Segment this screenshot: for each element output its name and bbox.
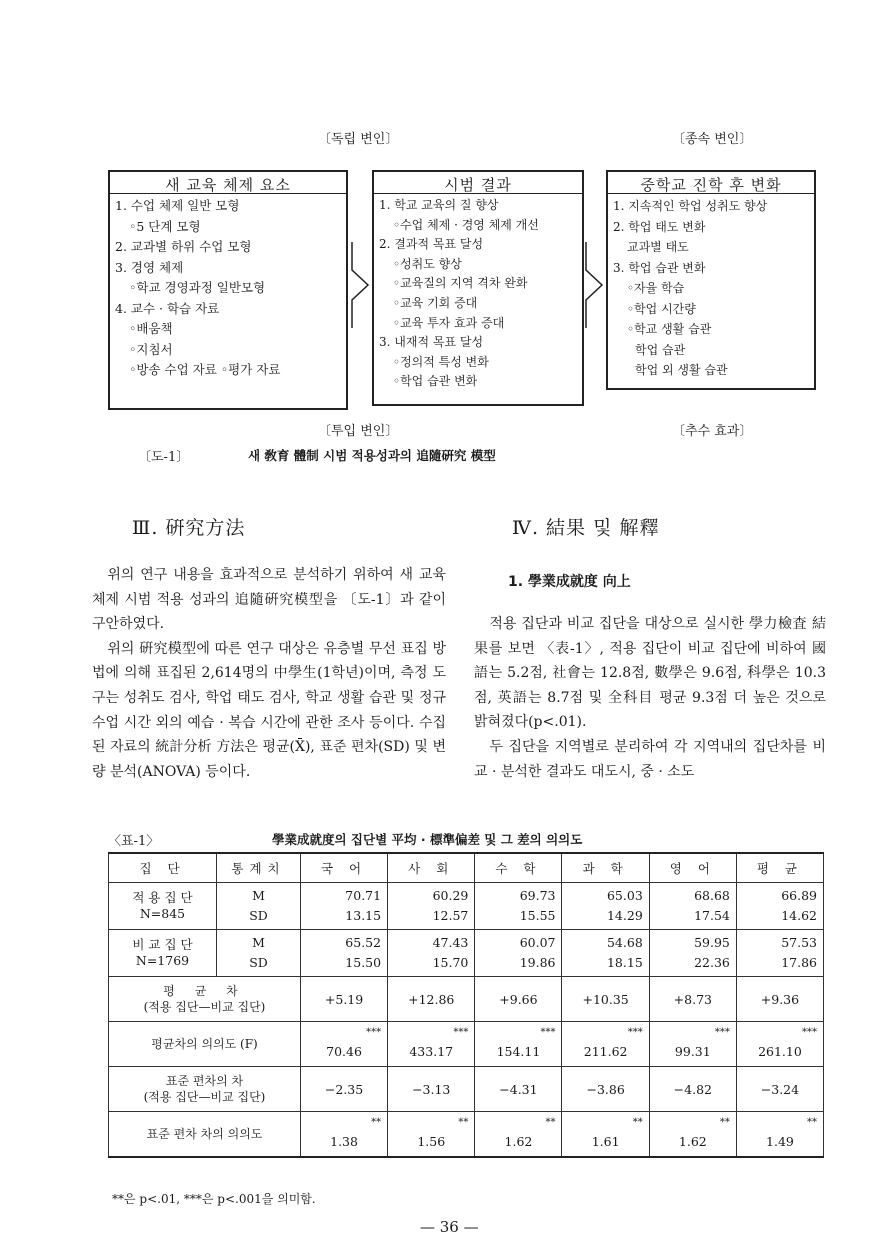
table-cell bbox=[736, 1112, 823, 1158]
sd-value: 19.86 bbox=[519, 955, 556, 970]
table-cell: +5.19 bbox=[301, 977, 388, 1022]
row-label bbox=[109, 1067, 301, 1112]
right-arrow-icon bbox=[350, 240, 372, 330]
input-variable-label: 〔투입 변인〕 bbox=[318, 424, 399, 439]
section-4-title: Ⅳ. 結果 및 解釋 bbox=[512, 517, 660, 539]
box-item: ◦성취도 향상 bbox=[393, 256, 462, 271]
box-item: ◦자율 학습 bbox=[627, 281, 685, 295]
box-item: 1. 수업 체제 일반 모형 bbox=[115, 198, 240, 213]
table-cell: −4.31 bbox=[475, 1067, 562, 1112]
sd-label: SD bbox=[249, 908, 268, 923]
table-row bbox=[109, 883, 824, 930]
sd-value: 17.86 bbox=[781, 955, 817, 970]
m-label: M bbox=[252, 935, 265, 950]
box-item: ◦5 단계 모형 bbox=[129, 218, 201, 234]
significance-stars: ** bbox=[371, 1117, 382, 1128]
box-title: 시범 결과 bbox=[374, 172, 582, 194]
column-header: 사 회 bbox=[388, 853, 475, 883]
significance-stars: *** bbox=[540, 1027, 556, 1038]
table-cell bbox=[562, 883, 649, 930]
sd-value: 22.36 bbox=[694, 955, 730, 970]
m-value: 68.68 bbox=[694, 888, 730, 903]
group-n: N=845 bbox=[139, 906, 186, 921]
box-item: ◦학교 경영과정 일반모형 bbox=[129, 280, 266, 295]
box-item: 1. 학교 교육의 질 향상 bbox=[379, 198, 499, 212]
row-label-line: (적용 집단—비교 집단) bbox=[143, 1000, 266, 1014]
table-row bbox=[109, 977, 824, 1022]
table-cell: +10.35 bbox=[562, 977, 649, 1022]
box-item: 3. 학업 습관 변화 bbox=[613, 260, 706, 275]
table-cell bbox=[736, 883, 823, 930]
table-cell bbox=[388, 883, 475, 930]
significance-stars: ** bbox=[807, 1117, 817, 1128]
row-label bbox=[109, 883, 217, 930]
significance-stars: ** bbox=[545, 1117, 556, 1128]
m-value: 60.29 bbox=[432, 888, 469, 903]
box-item: ◦학업 습관 변화 bbox=[393, 374, 478, 389]
independent-variable-label: 〔독립 변인〕 bbox=[318, 132, 399, 147]
page-number: — 36 — bbox=[420, 1218, 479, 1236]
f-value: 154.11 bbox=[496, 1044, 541, 1059]
table-cell bbox=[649, 1112, 736, 1158]
box-item: ◦수업 체제 · 경영 체제 개선 bbox=[393, 217, 539, 232]
m-value: 70.71 bbox=[345, 888, 382, 903]
table-cell bbox=[475, 1112, 562, 1158]
table-cell bbox=[649, 930, 736, 977]
stat-label bbox=[217, 883, 301, 930]
dependent-variable-label: 〔종속 변인〕 bbox=[672, 132, 753, 147]
table-cell bbox=[562, 1022, 649, 1067]
box-item: ◦교육 투자 효과 증대 bbox=[393, 315, 505, 330]
significance-stars: *** bbox=[366, 1027, 382, 1038]
box-item: 4. 교수 · 학습 자료 bbox=[115, 300, 220, 316]
new-education-system-box bbox=[108, 170, 348, 410]
table-cell bbox=[649, 1022, 736, 1067]
m-value: 66.89 bbox=[781, 888, 817, 903]
m-value: 54.68 bbox=[606, 935, 643, 950]
row-label bbox=[109, 930, 217, 977]
box-item: ◦교육질의 지역 격차 완화 bbox=[393, 276, 528, 291]
significance-stars: ** bbox=[719, 1117, 730, 1128]
followup-effect-label: 〔추수 효과〕 bbox=[672, 424, 753, 439]
f-value: 211.62 bbox=[583, 1044, 628, 1059]
m-label: M bbox=[252, 888, 265, 903]
m-value: 60.07 bbox=[519, 935, 556, 950]
column-header: 평 균 bbox=[736, 853, 823, 883]
m-value: 65.03 bbox=[606, 888, 643, 903]
group-n: N=1769 bbox=[135, 953, 190, 968]
box-item: 2. 교과별 하위 수업 모형 bbox=[115, 239, 252, 254]
table-cell: −2.35 bbox=[301, 1067, 388, 1112]
sd-value: 17.54 bbox=[694, 908, 730, 923]
table-row bbox=[109, 1067, 824, 1112]
sd-sig-value: 1.62 bbox=[678, 1134, 707, 1149]
column-header: 영 어 bbox=[649, 853, 736, 883]
table-cell: +9.66 bbox=[475, 977, 562, 1022]
table-cell bbox=[388, 1112, 475, 1158]
box-title: 새 교육 체제 요소 bbox=[110, 172, 346, 194]
m-value: 47.43 bbox=[432, 935, 469, 950]
box-item: 3. 내재적 목표 달성 bbox=[379, 335, 484, 350]
right-arrow-icon bbox=[584, 240, 606, 330]
box-item: 학업 외 생활 습관 bbox=[635, 363, 728, 377]
table-row bbox=[109, 1112, 824, 1158]
table-cell: −3.24 bbox=[736, 1067, 823, 1112]
sd-value: 15.50 bbox=[345, 955, 382, 970]
sd-value: 18.15 bbox=[606, 955, 643, 970]
box-item: 2. 결과적 목표 달성 bbox=[379, 237, 484, 252]
box-item: 2. 학업 태도 변화 bbox=[613, 219, 706, 234]
paragraph: 위의 연구 내용을 효과적으로 분석하기 위하여 새 교육체제 시범 적용 성과의 追隨硏究模型을 〔도-1〕과 같이 구안하였다. bbox=[92, 567, 446, 633]
table-cell bbox=[562, 1112, 649, 1158]
row-label: 표준 편차 차의 의의도 bbox=[109, 1112, 301, 1158]
sd-value: 13.15 bbox=[345, 908, 382, 923]
column-header: 수 학 bbox=[475, 853, 562, 883]
table-cell bbox=[736, 1022, 823, 1067]
post-entry-change-box bbox=[606, 170, 816, 390]
table-cell bbox=[301, 1112, 388, 1158]
pilot-result-box bbox=[372, 170, 584, 406]
significance-stars: *** bbox=[627, 1027, 643, 1038]
table-cell bbox=[301, 930, 388, 977]
box-item: 3. 경영 체제 bbox=[115, 259, 184, 275]
paragraph: 위의 硏究模型에 따른 연구 대상은 유층별 무선 표집 방법에 의해 표집된 2,614명의 中學生(1학년)이며, 측정 도구는 성취도 검사, 학업 태도 검사, 학교 생활 습관 및 정규 수업 시간 외의 예습 · 복습 시간에 관한 조사 등이다. 수집된 자료의 統計分析 方法은 평균(X̄), 표준 편차(SD) 및 변량 분석(ANOVA) 등이다. bbox=[92, 640, 446, 780]
table-cell bbox=[301, 883, 388, 930]
row-label-line: 평 균 차 bbox=[163, 984, 246, 998]
column-header: 집 단 bbox=[109, 853, 217, 883]
table-cell: −3.13 bbox=[388, 1067, 475, 1112]
row-label-line: 표준 편차의 차 bbox=[165, 1074, 244, 1088]
box-item: ◦학교 생활 습관 bbox=[627, 322, 712, 336]
section-3-title: Ⅲ. 硏究方法 bbox=[132, 517, 246, 539]
table-header-row bbox=[109, 853, 824, 883]
table-cell bbox=[649, 883, 736, 930]
significance-stars: *** bbox=[802, 1027, 817, 1038]
table-cell bbox=[475, 1022, 562, 1067]
table-cell bbox=[736, 930, 823, 977]
column-header: 통계치 bbox=[217, 853, 301, 883]
significance-stars: ** bbox=[632, 1117, 643, 1128]
table-cell: +9.36 bbox=[736, 977, 823, 1022]
group-name: 적 용 집 단 bbox=[132, 890, 193, 905]
sd-value: 14.62 bbox=[781, 908, 817, 923]
table-cell: +12.86 bbox=[388, 977, 475, 1022]
sd-value: 14.29 bbox=[606, 908, 643, 923]
row-label bbox=[109, 977, 301, 1022]
table-caption: 學業成就度의 집단별 平均 · 標準偏差 및 그 差의 의의도 bbox=[272, 832, 583, 847]
row-label: 평균차의 의의도 (F) bbox=[109, 1022, 301, 1067]
table-row bbox=[109, 930, 824, 977]
sd-label: SD bbox=[249, 955, 268, 970]
section-3-body bbox=[92, 563, 446, 784]
f-value: 70.46 bbox=[326, 1044, 362, 1059]
box-item: ◦정의적 특성 변화 bbox=[393, 354, 489, 369]
paragraph: 적용 집단과 비교 집단을 대상으로 실시한 學力檢査 結果를 보면 〈表-1〉, 적용 집단이 비교 집단에 비하여 國語는 5.2점, 社會는 12.8점, 數學은 9.6점, 科學은 10.3점, 英語는 8.7점 및 全科目 평균 9.3점 더 높은 것으로 밝혀졌다(p<.01). bbox=[474, 616, 826, 731]
sd-sig-value: 1.61 bbox=[591, 1134, 620, 1149]
significance-stars: ** bbox=[458, 1117, 469, 1128]
box-item: ◦교육 기회 증대 bbox=[393, 295, 478, 310]
sd-value: 15.55 bbox=[519, 908, 556, 923]
table-cell: −3.86 bbox=[562, 1067, 649, 1112]
figure-caption: 새 敎育 體制 시범 적용성과의 追隨硏究 模型 bbox=[248, 448, 496, 463]
m-value: 65.52 bbox=[345, 935, 382, 950]
box-item: ◦학업 시간량 bbox=[627, 301, 696, 316]
sd-sig-value: 1.49 bbox=[766, 1134, 794, 1149]
table-cell bbox=[475, 883, 562, 930]
box-item: 1. 지속적인 학업 성취도 향상 bbox=[613, 199, 768, 213]
box-title: 중학교 진학 후 변화 bbox=[608, 172, 814, 194]
figure-number: 〔도-1〕 bbox=[138, 450, 190, 465]
paragraph: 두 집단을 지역별로 분리하여 각 지역내의 집단차를 비교 · 분석한 결과도 대도시, 중 · 소도 bbox=[474, 738, 826, 780]
table-number: 〈표-1〉 bbox=[108, 834, 160, 849]
column-header: 과 학 bbox=[562, 853, 649, 883]
table-cell bbox=[562, 930, 649, 977]
m-value: 59.95 bbox=[694, 935, 730, 950]
box-item: ◦배움책 bbox=[129, 321, 173, 336]
column-header: 국 어 bbox=[301, 853, 388, 883]
achievement-table bbox=[108, 852, 824, 1158]
f-value: 99.31 bbox=[674, 1044, 711, 1059]
table-cell bbox=[301, 1022, 388, 1067]
m-value: 57.53 bbox=[781, 935, 817, 950]
table-cell bbox=[388, 930, 475, 977]
stat-label bbox=[217, 930, 301, 977]
box-item: 학업 습관 bbox=[635, 342, 686, 357]
m-value: 69.73 bbox=[519, 888, 556, 903]
sd-value: 15.70 bbox=[432, 955, 469, 970]
section-4-body bbox=[474, 612, 826, 784]
box-item: ◦방송 수업 자료 ◦평가 자료 bbox=[129, 362, 281, 377]
table-cell: −4.82 bbox=[649, 1067, 736, 1112]
table-cell bbox=[388, 1022, 475, 1067]
significance-stars: *** bbox=[453, 1027, 469, 1038]
sd-value: 12.57 bbox=[432, 908, 469, 923]
significance-stars: *** bbox=[714, 1027, 730, 1038]
f-value: 433.17 bbox=[409, 1044, 454, 1059]
table-cell bbox=[475, 930, 562, 977]
row-label-line: (적용 집단—비교 집단) bbox=[143, 1090, 266, 1104]
f-value: 261.10 bbox=[758, 1044, 802, 1059]
box-item: 교과별 태도 bbox=[627, 240, 689, 254]
sd-sig-value: 1.62 bbox=[504, 1134, 533, 1149]
group-name: 비 교 집 단 bbox=[132, 937, 193, 952]
sd-sig-value: 1.38 bbox=[330, 1134, 358, 1149]
sd-sig-value: 1.56 bbox=[417, 1134, 446, 1149]
table-row bbox=[109, 1022, 824, 1067]
table-cell: +8.73 bbox=[649, 977, 736, 1022]
subsection-heading: 1. 學業成就度 向上 bbox=[508, 574, 631, 590]
table-footnote: **은 p<.01, ***은 p<.001을 의미함. bbox=[112, 1192, 316, 1206]
box-item: ◦지침서 bbox=[129, 341, 173, 357]
